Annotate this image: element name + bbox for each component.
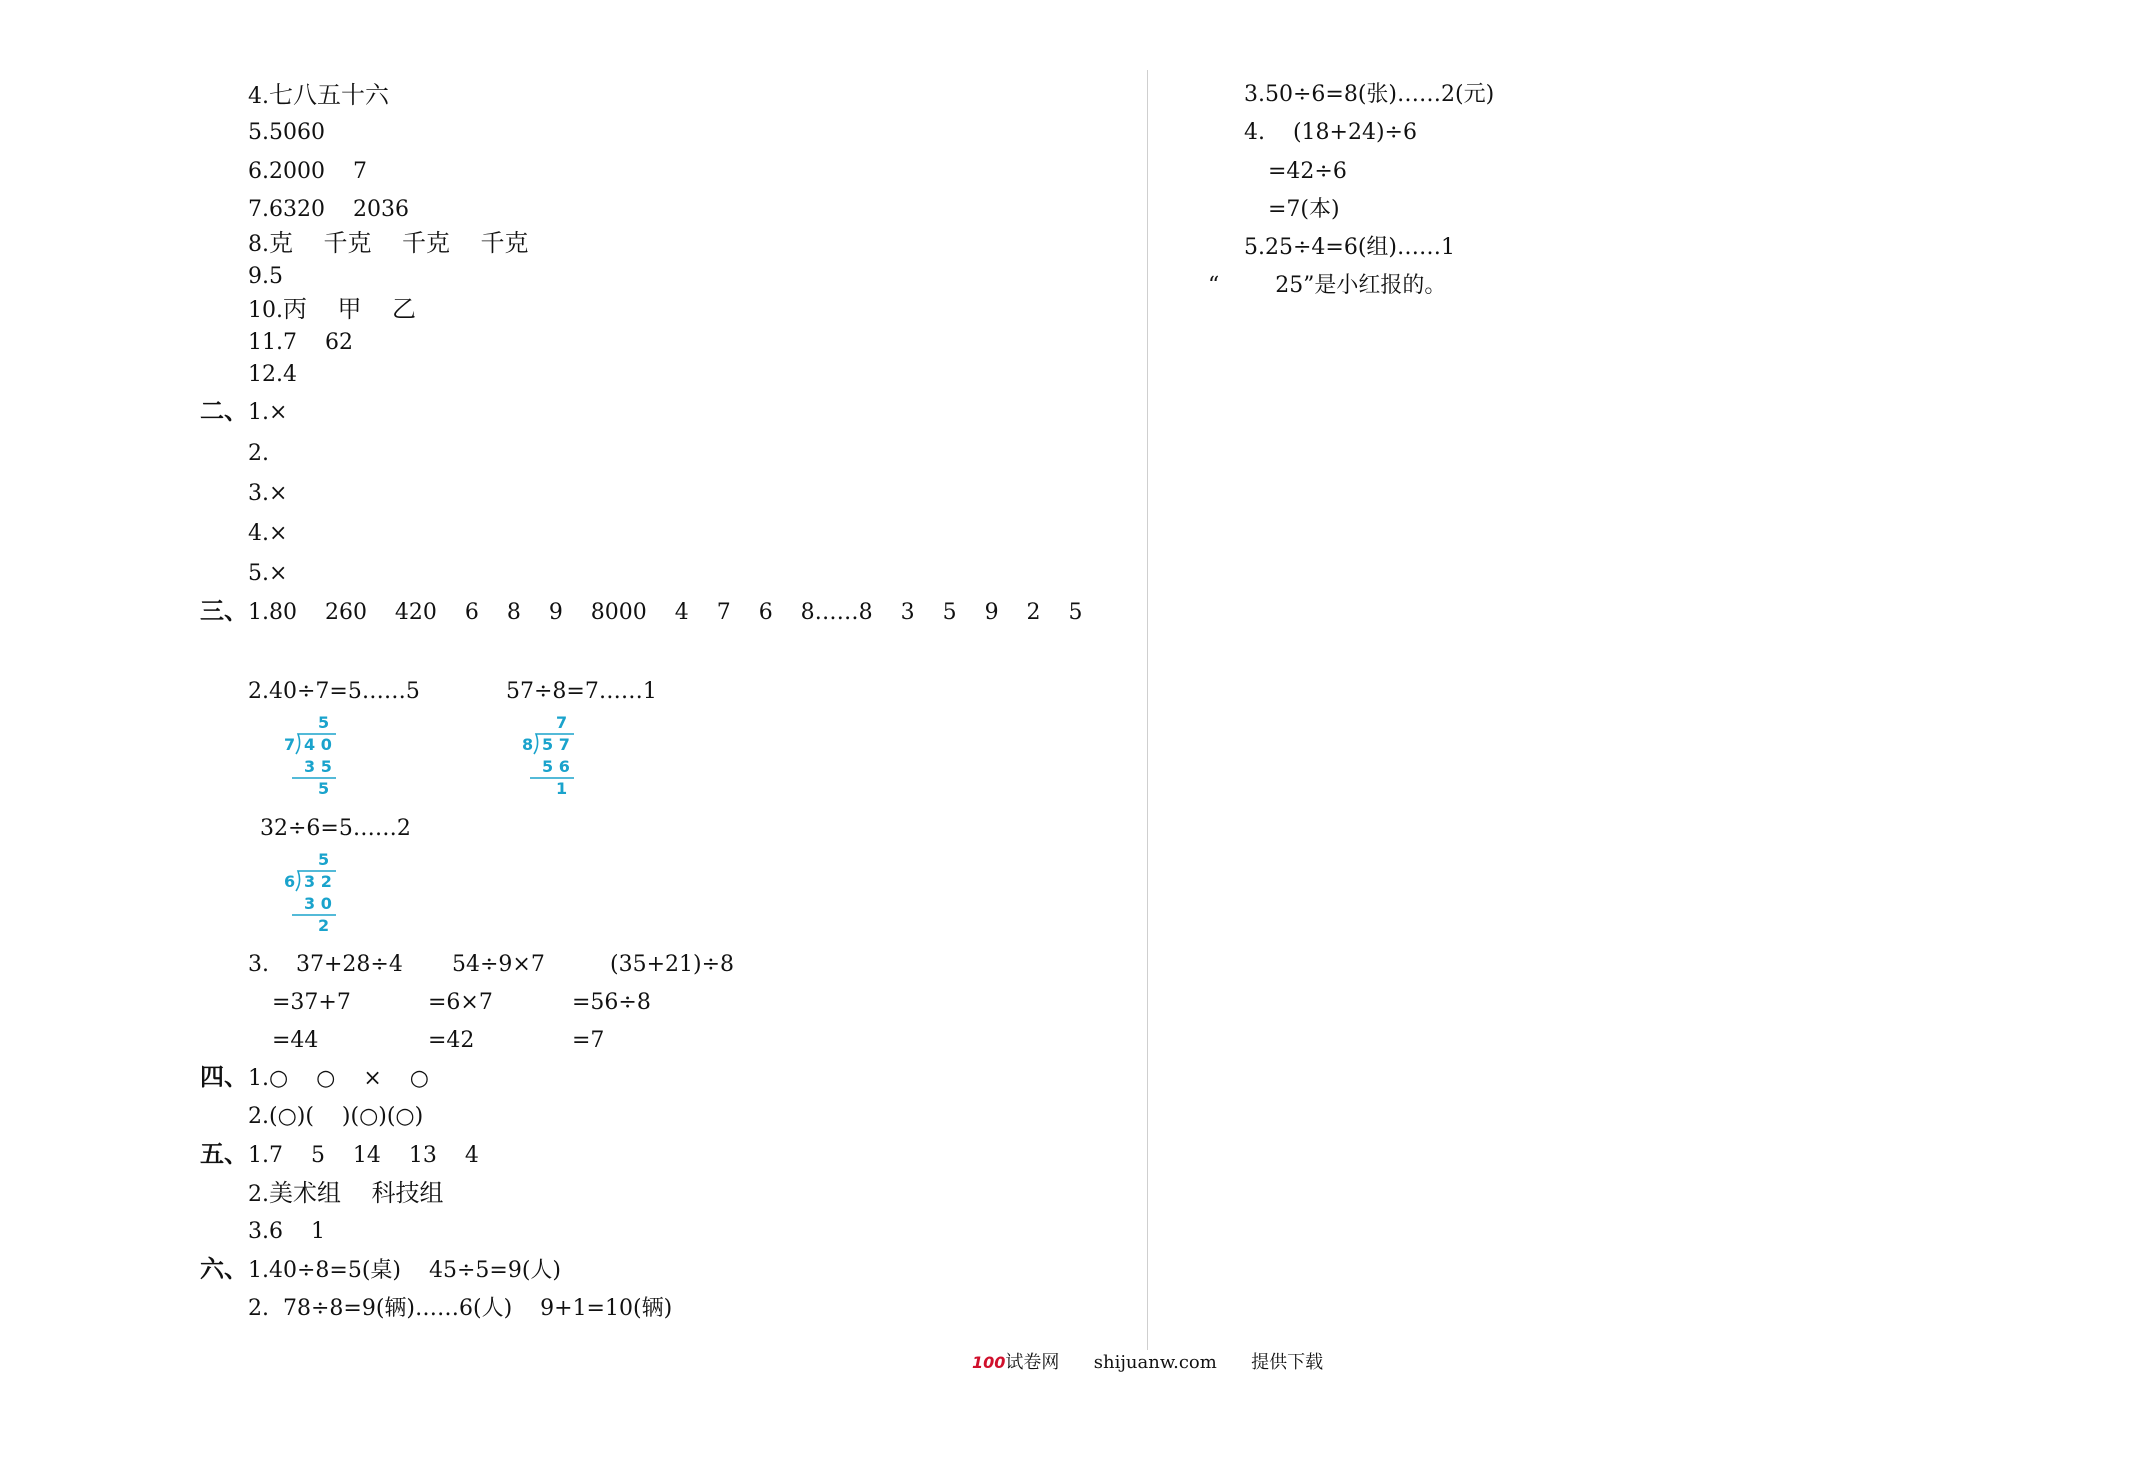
expr-1-step-2: =44 bbox=[272, 1028, 319, 1053]
section-4-item-2: 2.(○)( )(○)(○) bbox=[248, 1104, 424, 1129]
ld1-product: 3 5 bbox=[304, 757, 332, 776]
section-3-item-2c: 32÷6=5……2 bbox=[260, 816, 411, 841]
answer-6: 6.2000 7 bbox=[248, 159, 367, 184]
ld3-quotient: 5 bbox=[318, 850, 330, 869]
section-2-item-2: 2. bbox=[248, 441, 269, 466]
ld2-quotient: 7 bbox=[556, 713, 568, 732]
footer-note: 提供下载 bbox=[1251, 1352, 1324, 1373]
ld1-remainder: 5 bbox=[318, 779, 330, 798]
long-division-1 bbox=[282, 714, 342, 802]
section-3-item-1: 1.80 260 420 6 8 9 8000 4 7 6 8……8 3 5 9 2 5 bbox=[248, 600, 1083, 625]
site-name: 试卷网 bbox=[1005, 1352, 1060, 1373]
ld1-divisor: 7 bbox=[284, 735, 296, 754]
ld2-product: 5 6 bbox=[542, 757, 570, 776]
answer-8: 8.克 千克 千克 千克 bbox=[248, 229, 529, 257]
right-answer-4-step-2: =7(本) bbox=[1268, 197, 1340, 222]
answer-9: 9.5 bbox=[248, 264, 283, 289]
answer-12: 12.4 bbox=[248, 362, 297, 387]
section-2-item-3: 3.× bbox=[248, 481, 288, 506]
section-6-item-2: 2. 78÷8=9(辆)……6(人) 9+1=10(辆) bbox=[248, 1296, 673, 1321]
site-logo: 100 bbox=[972, 1353, 1006, 1372]
ld1-lines bbox=[282, 714, 342, 802]
answer-10: 10.丙 甲 乙 bbox=[248, 295, 417, 323]
section-5-item-1: 1.7 5 14 13 4 bbox=[248, 1143, 479, 1168]
section-3-item-3-num: 3. bbox=[248, 952, 269, 977]
section-5-item-2: 2.美术组 科技组 bbox=[248, 1179, 444, 1207]
section-6-item-1: 1.40÷8=5(桌) 45÷5=9(人) bbox=[248, 1258, 562, 1283]
section-3-label: 三、 bbox=[200, 597, 248, 625]
long-division-2 bbox=[520, 714, 580, 802]
right-answer-5-note: “ 25”是小红报的。 bbox=[1208, 273, 1447, 298]
expr-3-step-1: =56÷8 bbox=[572, 990, 651, 1015]
ld1-quotient: 5 bbox=[318, 713, 330, 732]
ld3-remainder: 2 bbox=[318, 916, 330, 935]
answer-11: 11.7 62 bbox=[248, 330, 353, 355]
ld2-remainder: 1 bbox=[556, 779, 568, 798]
expr-2: 54÷9×7 bbox=[452, 952, 545, 977]
right-answer-3: 3.50÷6=8(张)……2(元) bbox=[1244, 82, 1495, 107]
column-divider bbox=[1147, 70, 1148, 1350]
right-answer-4: 4. (18+24)÷6 bbox=[1244, 120, 1417, 145]
expr-1-step-1: =37+7 bbox=[272, 990, 351, 1015]
footer bbox=[972, 1352, 1323, 1374]
answer-5: 5.5060 bbox=[248, 120, 325, 145]
ld3-dividend: 3 2 bbox=[304, 872, 332, 891]
section-3-item-2b: 57÷8=7……1 bbox=[506, 679, 657, 704]
section-2-item-4: 4.× bbox=[248, 521, 288, 546]
section-4-label: 四、 bbox=[200, 1063, 248, 1091]
expr-2-step-2: =42 bbox=[428, 1028, 475, 1053]
ld2-lines bbox=[520, 714, 580, 802]
ld3-product: 3 0 bbox=[304, 894, 332, 913]
section-2-item-5: 5.× bbox=[248, 561, 288, 586]
expr-2-step-1: =6×7 bbox=[428, 990, 493, 1015]
expr-3: (35+21)÷8 bbox=[610, 952, 735, 977]
section-6-label: 六、 bbox=[200, 1255, 248, 1283]
answer-4: 4.七八五十六 bbox=[248, 81, 389, 109]
section-5-label: 五、 bbox=[200, 1140, 248, 1168]
long-division-3 bbox=[282, 851, 342, 939]
ld2-divisor: 8 bbox=[522, 735, 534, 754]
section-2-item-1: 1.× bbox=[248, 400, 288, 425]
section-2-label: 二、 bbox=[200, 397, 248, 425]
expr-3-step-2: =7 bbox=[572, 1028, 605, 1053]
right-answer-5: 5.25÷4=6(组)……1 bbox=[1244, 235, 1456, 260]
expr-1: 37+28÷4 bbox=[296, 952, 403, 977]
ld2-dividend: 5 7 bbox=[542, 735, 570, 754]
answer-7: 7.6320 2036 bbox=[248, 197, 409, 222]
ld3-lines bbox=[282, 851, 342, 939]
section-5-item-3: 3.6 1 bbox=[248, 1219, 325, 1244]
ld3-divisor: 6 bbox=[284, 872, 296, 891]
section-4-item-1: 1.○ ○ × ○ bbox=[248, 1066, 429, 1091]
right-answer-4-step-1: =42÷6 bbox=[1268, 159, 1347, 184]
section-3-item-2a: 2.40÷7=5……5 bbox=[248, 679, 420, 704]
ld1-dividend: 4 0 bbox=[304, 735, 332, 754]
site-url[interactable]: shijuanw.com bbox=[1093, 1352, 1217, 1373]
